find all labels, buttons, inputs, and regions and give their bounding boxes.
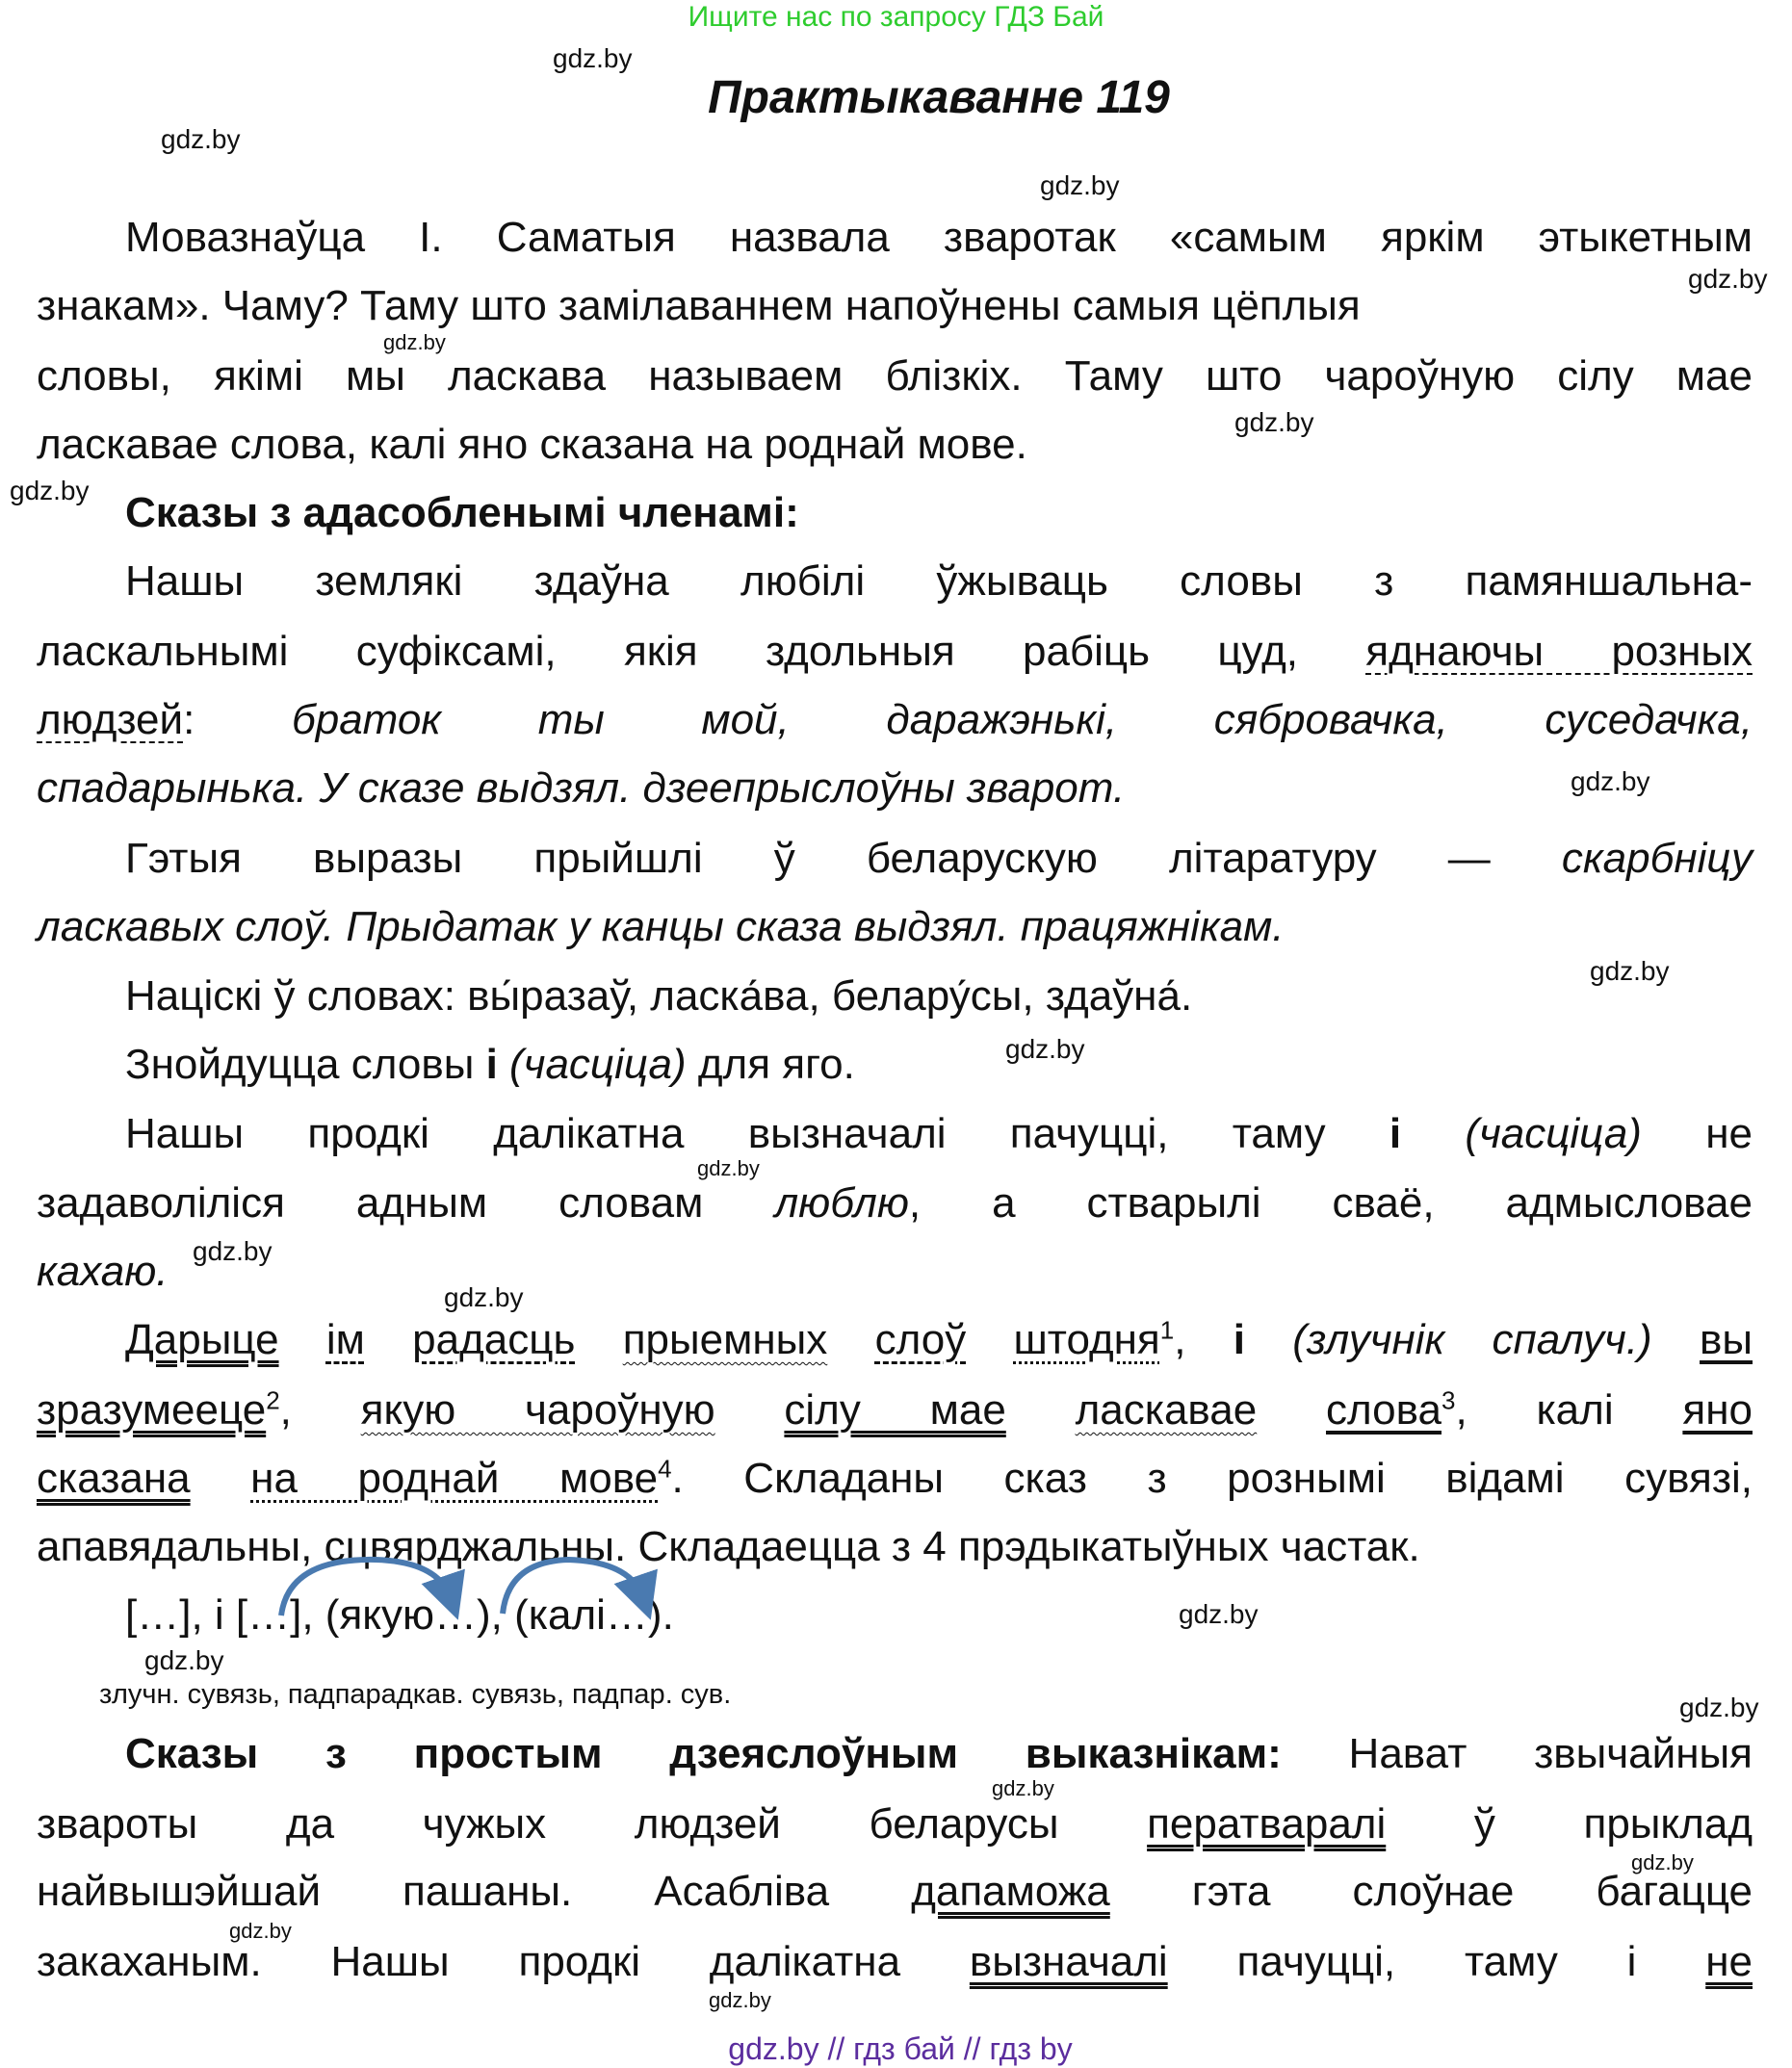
underlined-sentence-member: людзей [37,696,184,743]
watermark: gdz.by [1571,766,1650,796]
text-segment: Нашы продкі далікатна вызначалі пачуцці, таму [125,1110,1389,1157]
watermark: gdz.by [1179,1599,1259,1629]
text-segment: скарбніцу [1561,835,1753,882]
text-segment: , калі [1455,1386,1683,1434]
text-segment: Сказы з адасобленымі членамі: [125,489,799,536]
text-segment: (часціца) [497,1041,687,1088]
underlined-sentence-member: якую чароўную [360,1386,715,1434]
text-segment: Нават звычайныя [1281,1730,1753,1777]
watermark: gdz.by [161,124,241,154]
underlined-sentence-member: на роднай мове [250,1455,659,1502]
search-banner: Ищите нас по запросу ГДЗ Бай [688,1,1104,33]
watermark: gdz.by [992,1776,1054,1800]
text-segment: ласкавых слоў. Прыдатак у канцы сказа выдзял. працяжнікам. [37,903,1285,950]
text-segment: злучн. сувязь, падпарадкав. сувязь, падпар. сув. [99,1679,732,1710]
text-segment: апавядальны, сцвярджальны. Складаецца з 4 прэдыкатыўных частак. [37,1523,1420,1570]
watermark: gdz.by [444,1282,524,1312]
watermark: gdz.by [1679,1693,1759,1722]
text-segment: . Складаны сказ з рознымі відамі сувязі, [671,1455,1753,1502]
text-segment: […], і […], (якую…), (калі…). [125,1591,674,1639]
underlined-sentence-member: сказана [37,1455,191,1502]
text-segment: знакам». Чаму? Таму што замілаваннем напоўнены самыя цёплыя [37,282,1361,329]
text-segment: найвышэйшай пашаны. Асабліва [37,1868,912,1915]
text-segment: ласкальнымі суфіксамі, якія здольныя рабіць цуд, [37,628,1366,675]
underlined-sentence-member: дапаможа [911,1868,1110,1915]
text-segment: Мовазнаўца І. Саматыя назвала зваротак «самым яркім этыкетным [125,214,1753,261]
watermark: gdz.by [383,330,446,354]
underlined-sentence-member: прыемных [622,1316,828,1363]
watermark: gdz.by [553,43,633,73]
watermark: gdz.by [1040,170,1120,200]
footnote-number: 4 [658,1454,672,1484]
text-segment: спадарынька. У сказе выдзял. дзеепрыслоўны зварот. [37,764,1126,812]
text-segment: Націскі ў словах: вы́разаў, ласка́ва, белару́сы, здаўна́. [125,972,1193,1020]
underlined-sentence-member: радасць [412,1316,576,1363]
underlined-sentence-member: яднаючы розных [1365,628,1753,675]
watermark: gdz.by [144,1645,224,1675]
text-segment: , а стварылі сваё, адмысловае [908,1179,1753,1227]
text-segment: ласкавае слова, калі яно сказана на роднай мове. [37,421,1027,468]
watermark: gdz.by [1005,1034,1085,1064]
text-segment: і [1389,1110,1402,1157]
text-segment: не [1641,1110,1753,1157]
text-segment: звароты да чужых людзей беларусы [37,1800,1148,1848]
text-segment: Гэтыя выразы прыйшлі ў беларускую літаратуру — [125,835,1562,882]
underlined-sentence-member: вызначалі [969,1938,1168,1985]
underlined-sentence-member: слова [1326,1386,1441,1434]
text-segment: Знойдуцца словы [125,1041,486,1088]
page-title: Практыкаванне 119 [708,72,1170,123]
watermark: gdz.by [1590,956,1670,986]
footnote-number: 1 [1159,1315,1175,1345]
footer-watermark: gdz.by // гдз бай // гдз by [728,2031,1073,2066]
watermark: gdz.by [697,1156,760,1180]
underlined-sentence-member: штодня [1013,1316,1160,1363]
arrow-icon [503,1560,643,1614]
footnote-number: 3 [1441,1385,1456,1415]
arrow-icon [281,1560,451,1616]
underlined-sentence-member: Дарыце [125,1316,279,1363]
text-segment: браток ты мой, даражэнькі, сябровачка, суседачка, [291,696,1753,743]
text-segment: , [279,1386,361,1434]
text-segment: : [183,696,292,743]
text-segment: і [485,1041,498,1088]
watermark: gdz.by [709,1988,771,2012]
text-segment: задаволіліся адным словам [37,1179,775,1227]
watermark: gdz.by [193,1236,273,1266]
text-segment: Нашы землякі здаўна любілі ўжываць словы з памяншальна- [125,557,1753,605]
text-segment: і [1233,1316,1245,1363]
footnote-number: 2 [266,1385,280,1415]
underlined-sentence-member: зразумееце [37,1386,267,1434]
watermark: gdz.by [229,1919,292,1943]
text-segment: закаханым. Нашы продкі далікатна [37,1938,970,1985]
underlined-sentence-member: яно [1682,1386,1753,1434]
watermark: gdz.by [10,476,90,505]
underlined-sentence-member: сілу мае [784,1386,1006,1434]
watermark: gdz.by [1688,264,1768,294]
underlined-sentence-member: ім [325,1316,365,1363]
text-segment: для яго. [686,1041,855,1088]
text-segment: (злучнік спалуч.) [1244,1316,1652,1363]
underlined-sentence-member: слоў [874,1316,967,1363]
underlined-sentence-member: не [1705,1938,1753,1985]
text-segment: гэта слоўнае багацце [1109,1868,1753,1915]
text-segment: ў прыклад [1386,1800,1753,1848]
underlined-sentence-member: вы [1700,1316,1753,1363]
text-segment: Сказы з простым дзеяслоўным выказнікам: [125,1730,1282,1777]
text-segment: кахаю. [37,1248,169,1295]
text-segment: (часціца) [1401,1110,1642,1157]
underlined-sentence-member: ператваралі [1147,1800,1387,1848]
underlined-sentence-member: ласкавае [1075,1386,1258,1434]
text-segment: пачуцці, таму і [1167,1938,1706,1985]
watermark: gdz.by [1631,1850,1694,1874]
text-segment: , [1174,1316,1234,1363]
text-segment: люблю [774,1179,909,1227]
text-segment: словы, якімі мы ласкава называем блізкіх. Таму што чароўную сілу мае [37,352,1753,400]
watermark: gdz.by [1234,407,1314,437]
